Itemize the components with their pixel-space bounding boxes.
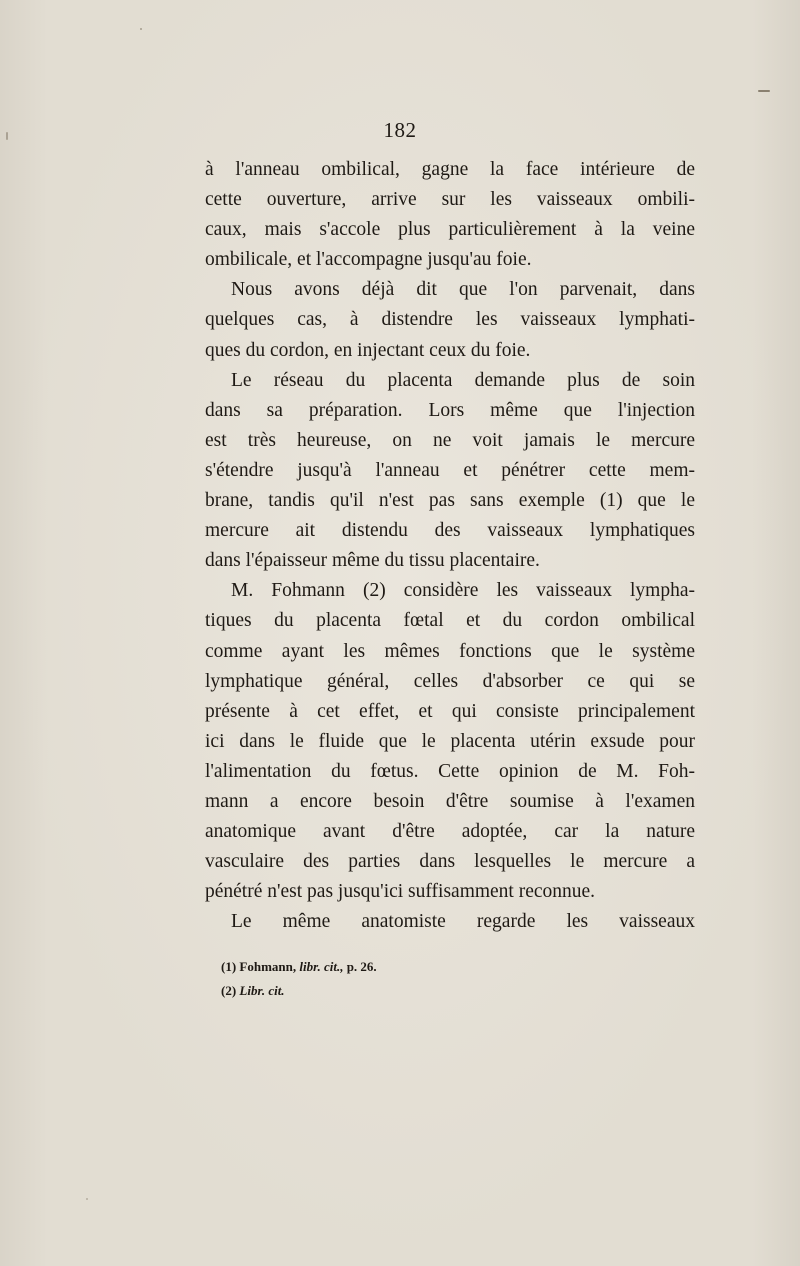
text-line: présente à cet effet, et qui consiste principalement (205, 700, 695, 722)
text-line: dans sa préparation. Lors même que l'injection (205, 399, 695, 421)
text-line: à l'anneau ombilical, gagne la face intérieure de (205, 159, 695, 180)
text-line: Le réseau du placenta demande plus de soin (231, 369, 695, 391)
text-line: brane, tandis qu'il n'est pas sans exemple (1) que le (205, 490, 695, 512)
text-line: dans l'épaisseur même du tissu placentaire. (205, 550, 540, 572)
footnote-author: Fohmann, (239, 959, 297, 974)
footnote-number: (1) (221, 959, 237, 974)
text-line: l'alimentation du fœtus. Cette opinion de M. Foh- (205, 760, 695, 782)
text-line: est très heureuse, on ne voit jamais le mercure (205, 429, 695, 451)
paper-speck (758, 90, 770, 92)
text-line: mercure ait distendu des vaisseaux lymphatiques (205, 520, 695, 542)
footnote-reference: Libr. cit. (239, 983, 285, 998)
text-line: ques du cordon, en injectant ceux du foie. (205, 339, 531, 361)
text-line: vasculaire des parties dans lesquelles le mercure a (205, 851, 695, 873)
text-line: cette ouverture, arrive sur les vaisseaux ombili- (205, 189, 695, 211)
text-line: mann a encore besoin d'être soumise à l'examen (205, 790, 695, 812)
page-number: 182 (383, 118, 417, 142)
footnotes (221, 955, 681, 1003)
paper-speck (140, 28, 142, 30)
paper-speck (86, 1198, 88, 1200)
text-line: ici dans le fluide que le placenta utérin exsude pour (205, 730, 695, 752)
text-line: M. Fohmann (2) considère les vaisseaux lympha- (231, 580, 695, 602)
footnote-page: p. 26. (346, 959, 377, 974)
paper-speck (6, 132, 8, 140)
text-line: anatomique avant d'être adoptée, car la nature (205, 821, 695, 843)
text-line: quelques cas, à distendre les vaisseaux lymphati- (205, 309, 695, 331)
text-line: lymphatique général, celles d'absorber ce qui se (205, 670, 695, 692)
text-line: caux, mais s'accole plus particulièrement à la veine (205, 219, 695, 241)
footnote (221, 979, 681, 1003)
text-line: Nous avons déjà dit que l'on parvenait, dans (231, 279, 695, 301)
text-line: s'étendre jusqu'à l'anneau et pénétrer cette mem- (205, 459, 695, 481)
text-line: ombilicale, et l'accompagne jusqu'au foie. (205, 249, 532, 271)
footnote-number: (2) (221, 983, 237, 998)
footnote (221, 955, 681, 979)
footnote-reference: libr. cit., (299, 959, 344, 974)
text-line: pénétré n'est pas jusqu'ici suffisamment reconnue. (205, 881, 596, 903)
text-line: comme ayant les mêmes fonctions que le système (205, 640, 695, 662)
text-line: Le même anatomiste regarde les vaisseaux (231, 911, 695, 933)
text-line: tiques du placenta fœtal et du cordon ombilical (205, 610, 695, 632)
body-text (205, 155, 695, 937)
